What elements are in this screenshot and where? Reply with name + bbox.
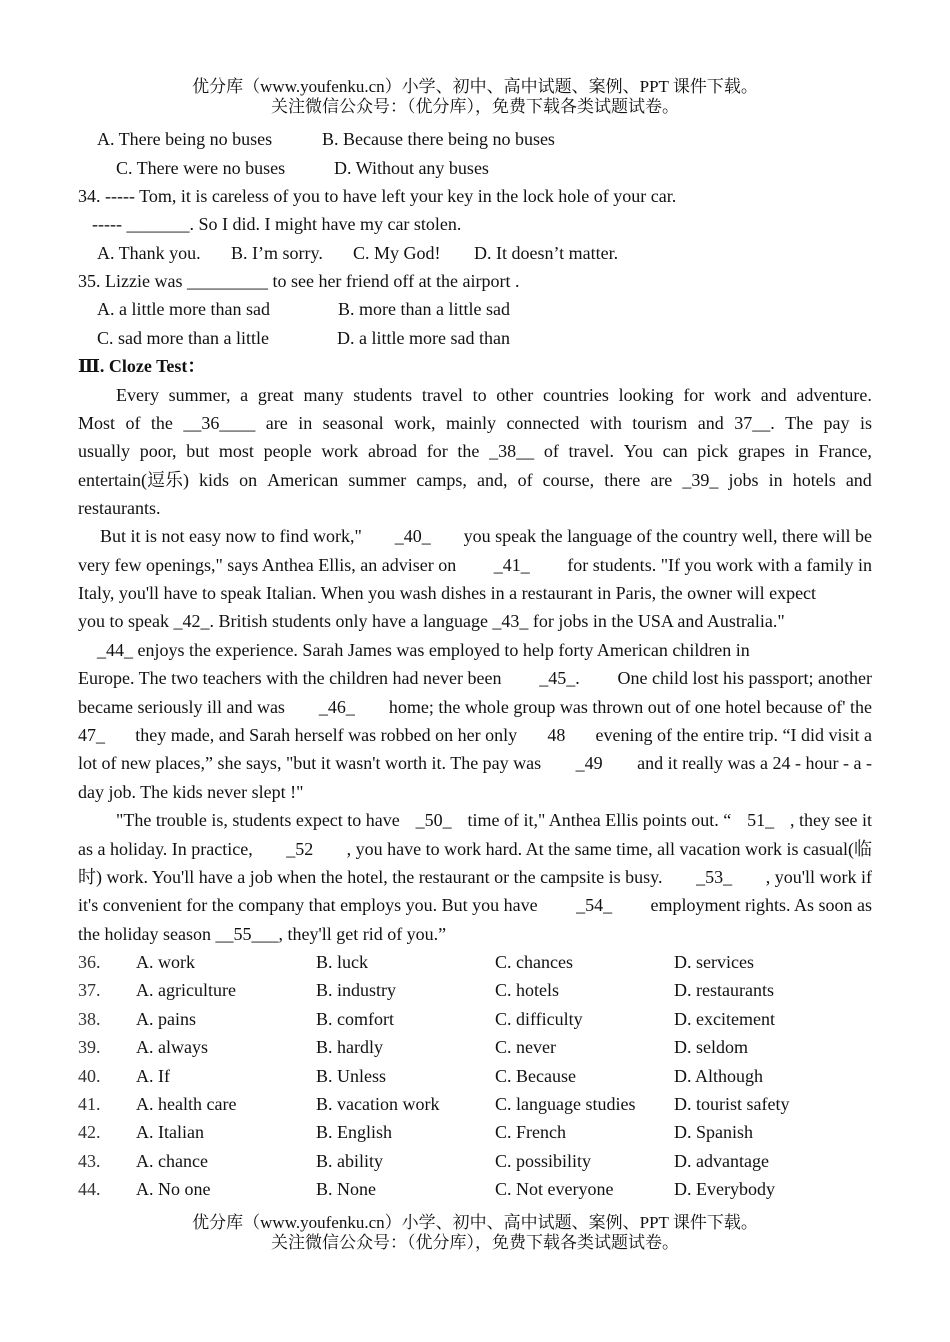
option-c: C. Not everyone — [495, 1179, 614, 1200]
p3-line — [78, 722, 872, 748]
p4-segment: 时) work. You'll have a job when the hotel, the restaurant or the campsite is busy. — [78, 867, 663, 887]
p1-segment: adventure. — [796, 385, 872, 405]
option-b: B. hardly — [316, 1037, 383, 1058]
option-b: B. luck — [316, 952, 368, 972]
p3-line — [78, 665, 872, 691]
option-number: 37. — [78, 980, 101, 1001]
p1-segment: usually — [78, 441, 130, 461]
p1-line — [78, 438, 872, 464]
option-c: C. chances — [495, 952, 573, 972]
p3-segment: 47_ — [78, 725, 105, 745]
p1-segment: for — [683, 385, 705, 405]
p1-segment: _39_ — [682, 470, 719, 490]
p3-segment: and it really was a 24 - hour - a - — [637, 753, 872, 773]
p1-segment: and — [845, 470, 872, 490]
p4-segment: _54_ — [576, 895, 613, 915]
p1-segment: of — [125, 413, 141, 433]
p4-line — [78, 892, 872, 918]
p1-segment: is — [859, 413, 872, 433]
q35-option-b: B. more than a little sad — [338, 299, 510, 319]
p3-segment: they made, and Sarah herself was robbed on her only — [135, 725, 518, 745]
option-b: B. vacation work — [316, 1094, 440, 1114]
option-d: D. Spanish — [674, 1122, 754, 1143]
option-c: C. hotels — [495, 980, 560, 1001]
option-a: A. agriculture — [136, 980, 236, 1001]
p1-segment: people — [263, 441, 312, 461]
p4-segment: it's convenient for the company that employs you. But you have — [78, 895, 538, 915]
p1-segment: work — [714, 385, 751, 405]
option-d: D. excitement — [674, 1008, 775, 1029]
p2-segment: But it is not easy now to find work," — [100, 526, 362, 546]
option-a: A. If — [136, 1065, 170, 1086]
p1-segment: summer — [348, 470, 407, 490]
q33-option-c: C. There were no buses — [116, 158, 286, 178]
p3-line — [78, 750, 872, 776]
p1-segment: and — [760, 385, 787, 405]
p1-segment: abroad — [368, 441, 417, 461]
p4-segment: 51_ — [747, 810, 775, 830]
option-number: 38. — [78, 1008, 101, 1029]
option-b: B. comfort — [316, 1008, 394, 1029]
option-row — [78, 977, 878, 1003]
p1-segment: most — [218, 441, 254, 461]
option-row — [78, 1034, 878, 1060]
p1-segment: travel. — [568, 441, 614, 461]
page-footer-line2: 关注微信公众号：（优分库），免费下载各类试题试卷。 — [271, 1233, 679, 1252]
q35-stem: 35. Lizzie was _________ to see her friend off at the airport . — [78, 271, 520, 291]
page-header-line1: 优分库（www.youfenku.cn）小学、初中、高中试题、案例、PPT 课件下载。 — [192, 77, 758, 96]
option-a: A. chance — [136, 1150, 208, 1171]
option-row — [78, 949, 878, 975]
p1-segment: jobs — [728, 470, 759, 490]
p1-segment: and — [697, 413, 724, 433]
q34-option-c: C. My God! — [353, 243, 441, 263]
p1-segment: poor, — [139, 441, 177, 461]
p1-segment: seasonal — [322, 413, 384, 433]
p1-line — [78, 467, 872, 493]
p2-line — [100, 523, 872, 549]
p4-segment: "The trouble is, students expect to have — [116, 810, 400, 830]
p4-segment: time of it," Anthea Ellis points out. “ — [467, 810, 732, 830]
p1-segment: other — [496, 385, 534, 405]
p1-segment: France, — [818, 441, 872, 461]
p3-segment: One child lost his passport; another — [617, 668, 872, 688]
p4-segment: , they see it — [789, 810, 872, 830]
option-c: C. never — [495, 1037, 556, 1058]
p1-segment: connected — [506, 413, 580, 433]
p2-segment: _41_ — [493, 555, 530, 575]
p1-segment: great — [257, 385, 294, 405]
option-number: 42. — [78, 1122, 101, 1143]
p4-segment: _50_ — [415, 810, 452, 830]
option-b: B. English — [316, 1122, 393, 1143]
p1-segment: in — [768, 470, 783, 490]
p2-line — [78, 580, 872, 606]
q35-option-d: D. a little more sad than — [337, 328, 510, 348]
p4-segment: _53_ — [696, 867, 733, 887]
option-b: B. Unless — [316, 1065, 387, 1086]
option-b: B. None — [316, 1179, 376, 1200]
option-a: A. always — [136, 1037, 208, 1058]
option-c: C. Because — [495, 1065, 576, 1086]
option-number: 36. — [78, 952, 101, 972]
p2-segment: for students. "If you work with a family in — [567, 555, 872, 575]
p1-segment: the — [150, 413, 173, 433]
p1-segment: 37__. — [734, 413, 775, 433]
q34-option-b: B. I’m sorry. — [231, 243, 323, 263]
p1-segment: work, — [394, 413, 436, 433]
p1-segment: mainly — [446, 413, 496, 433]
option-d: D. restaurants — [674, 980, 774, 1001]
q34-option-a: A. Thank you. — [97, 243, 201, 263]
p4-segment: _52 — [286, 839, 314, 859]
option-number: 44. — [78, 1179, 101, 1200]
p1-line — [78, 410, 872, 436]
p3-segment: became seriously ill and was — [78, 697, 285, 717]
option-a: A. No one — [136, 1179, 211, 1200]
p2-segment: you speak the language of the country well, there will be — [463, 526, 872, 546]
p2-segment: Italy, you'll have to speak Italian. When you wash dishes in a restaurant in Paris, the owner will expect — [78, 583, 817, 603]
option-row — [78, 1006, 878, 1032]
p1-segment: but — [186, 441, 210, 461]
p4-segment: , you have to work hard. At the same time, all vacation work is casual(临 — [346, 839, 872, 859]
p1-segment: camps, — [416, 470, 467, 490]
p3-last-line: day job. The kids never slept !" — [78, 782, 304, 802]
p1-segment: American — [267, 470, 339, 490]
p1-line — [116, 382, 872, 408]
p2-segment: very few openings," says Anthea Ellis, an adviser on — [78, 555, 457, 575]
option-a: A. Italian — [136, 1122, 204, 1143]
p1-segment: work — [321, 441, 359, 461]
p4-segment: , you'll work if — [765, 867, 872, 887]
p1-segment: The — [785, 413, 814, 433]
p1-segment: entertain(逗乐) — [78, 470, 189, 490]
p3-segment: _46_ — [318, 697, 355, 717]
option-row — [78, 1119, 878, 1145]
p3-segment: lot of new places,” she says, "but it wasn't worth it. The pay was — [78, 753, 542, 773]
p2-last-line: you to speak _42_. British students only have a language _43_ for jobs in the USA and Australia." — [78, 611, 785, 631]
p1-segment: You — [623, 441, 653, 461]
q35-option-a: A. a little more than sad — [97, 299, 270, 319]
option-d: D. Although — [674, 1065, 764, 1086]
p4-segment: as a holiday. In practice, — [78, 839, 253, 859]
p3-line — [78, 694, 872, 720]
p1-segment: in — [794, 441, 809, 461]
p1-segment: countries — [542, 385, 609, 405]
p1-segment: for — [426, 441, 448, 461]
p2-line — [78, 552, 872, 578]
option-d: D. advantage — [674, 1150, 769, 1171]
p1-segment: can — [662, 441, 688, 461]
option-number: 43. — [78, 1150, 101, 1171]
p1-segment: a — [240, 385, 249, 405]
p1-segment: summer, — [168, 385, 231, 405]
p1-segment: kids — [199, 470, 230, 490]
option-c: C. possibility — [495, 1150, 592, 1171]
p1-segment: there — [604, 470, 641, 490]
p1-segment: pay — [823, 413, 850, 433]
p1-segment: to — [472, 385, 487, 405]
option-d: D. seldom — [674, 1037, 748, 1058]
option-number: 41. — [78, 1094, 101, 1114]
p1-segment: are — [650, 470, 673, 490]
option-b: B. industry — [316, 980, 397, 1001]
option-row — [78, 1091, 878, 1117]
option-row — [78, 1063, 878, 1089]
p1-segment: of — [543, 441, 559, 461]
option-row — [78, 1148, 878, 1174]
p1-segment: in — [298, 413, 313, 433]
p1-segment: the — [457, 441, 480, 461]
q33-option-b: B. Because there being no buses — [322, 129, 555, 149]
p3-segment: _45_. — [539, 668, 580, 688]
option-number: 39. — [78, 1037, 101, 1058]
p4-line — [78, 836, 872, 862]
section-title: Ⅲ. Cloze Test： — [78, 356, 206, 376]
option-c: C. language studies — [495, 1094, 636, 1114]
option-c: C. French — [495, 1122, 566, 1143]
p1-last-line: restaurants. — [78, 498, 161, 518]
p1-segment: students — [353, 385, 413, 405]
option-a: A. health care — [136, 1094, 237, 1114]
p1-segment: and, — [476, 470, 508, 490]
p4-line — [116, 807, 872, 833]
p1-segment: on — [239, 470, 258, 490]
p1-segment: hotels — [792, 470, 836, 490]
p1-segment: of — [517, 470, 533, 490]
p3-segment: Europe. The two teachers with the children had never been — [78, 668, 502, 688]
p1-segment: grapes — [738, 441, 785, 461]
option-b: B. ability — [316, 1150, 383, 1171]
option-a: A. pains — [136, 1008, 196, 1029]
p4-segment: employment rights. As soon as — [650, 895, 872, 915]
p1-segment: Every — [116, 385, 159, 405]
p1-segment: travel — [421, 385, 463, 405]
p1-segment: Most — [78, 413, 116, 433]
p1-segment: _38__ — [489, 441, 535, 461]
p4-last-line: the holiday season __55___, they'll get rid of you.” — [78, 924, 447, 944]
option-number: 40. — [78, 1065, 101, 1086]
q34-reply: ----- _______. So I did. I might have my car stolen. — [92, 214, 462, 234]
option-d: D. services — [674, 952, 754, 972]
p1-segment: __36____ — [183, 413, 256, 433]
p1-segment: tourism — [632, 413, 688, 433]
p3-segment: 48 — [547, 725, 566, 745]
p1-segment: are — [265, 413, 288, 433]
page-header-line2: 关注微信公众号：（优分库），免费下载各类试题试卷。 — [271, 97, 679, 116]
option-d: D. tourist safety — [674, 1094, 790, 1114]
q33-option-a: A. There being no buses — [97, 129, 273, 149]
p2-segment: _40_ — [394, 526, 431, 546]
p3-segment: _49 — [575, 753, 603, 773]
p1-segment: many — [303, 385, 344, 405]
q34-option-d: D. It doesn’t matter. — [474, 243, 619, 263]
p1-segment: course, — [542, 470, 595, 490]
p1-segment: with — [589, 413, 622, 433]
option-c: C. difficulty — [495, 1008, 583, 1029]
page-footer-line1: 优分库（www.youfenku.cn）小学、初中、高中试题、案例、PPT 课件下载。 — [192, 1213, 758, 1232]
q35-option-c: C. sad more than a little — [97, 328, 269, 348]
q33-option-d: D. Without any buses — [334, 158, 489, 178]
p3-segment: evening of the entire trip. “I did visit a — [595, 725, 872, 745]
q34-stem: 34. ----- Tom, it is careless of you to have left your key in the lock hole of your car. — [78, 186, 677, 206]
option-a: A. work — [136, 952, 195, 972]
p3-first-line: _44_ enjoys the experience. Sarah James was employed to help forty American children in — [97, 640, 750, 660]
p1-segment: looking — [618, 385, 674, 405]
p3-segment: home; the whole group was thrown out of one hotel because of' the — [388, 697, 872, 717]
p1-segment: pick — [697, 441, 729, 461]
p4-line — [78, 864, 872, 890]
option-row — [78, 1176, 878, 1202]
option-d: D. Everybody — [674, 1179, 775, 1200]
